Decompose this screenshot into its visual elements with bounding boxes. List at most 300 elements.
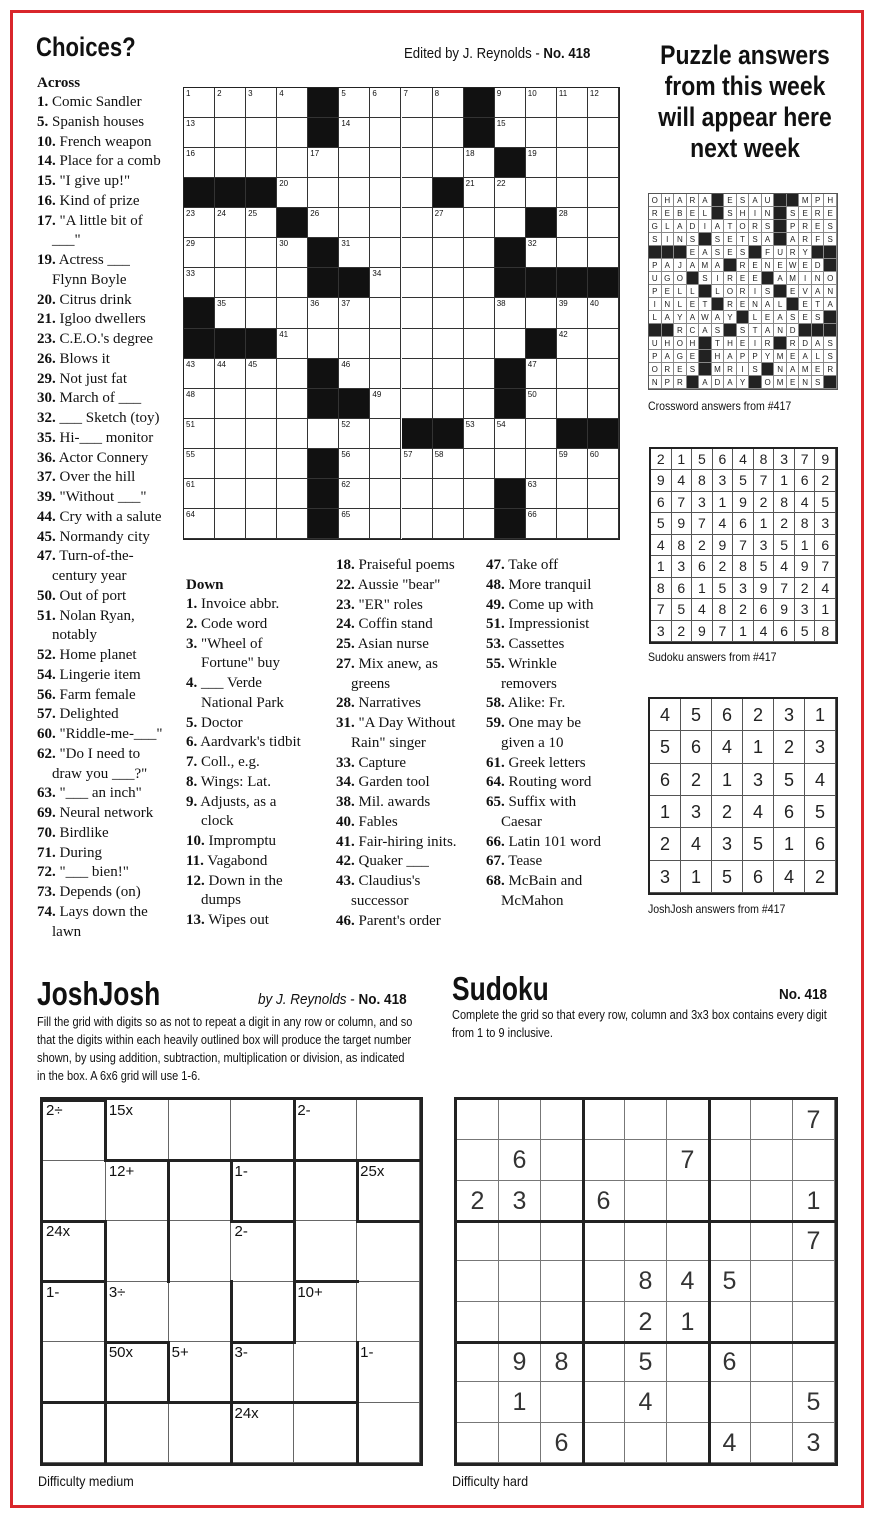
crossword-cell[interactable] [370,479,401,509]
crossword-cell[interactable] [184,118,215,148]
sudoku-empty-cell[interactable] [709,1302,751,1342]
sudoku-empty-cell[interactable] [583,1140,625,1180]
crossword-cell[interactable] [464,268,495,298]
sudoku-empty-cell[interactable] [583,1302,625,1342]
crossword-cell[interactable] [526,509,557,539]
crossword-cell[interactable] [464,329,495,359]
crossword-cell[interactable] [402,208,433,238]
sudoku-grid[interactable] [454,1097,838,1466]
crossword-cell[interactable] [370,178,401,208]
crossword-cell[interactable] [184,359,215,389]
crossword-cell[interactable] [184,238,215,268]
sudoku-empty-cell[interactable] [457,1302,499,1342]
crossword-cell[interactable] [277,359,308,389]
joshjosh-cell[interactable] [169,1342,232,1403]
sudoku-empty-cell[interactable] [583,1100,625,1140]
crossword-cell[interactable] [215,208,246,238]
sudoku-empty-cell[interactable] [457,1221,499,1261]
crossword-cell[interactable] [464,148,495,178]
crossword-cell[interactable] [402,359,433,389]
joshjosh-grid[interactable] [40,1097,423,1466]
joshjosh-cell[interactable] [357,1100,420,1161]
sudoku-empty-cell[interactable] [667,1181,709,1221]
crossword-cell[interactable] [370,449,401,479]
crossword-cell[interactable] [215,148,246,178]
crossword-cell[interactable] [246,208,277,238]
crossword-cell[interactable] [433,148,464,178]
crossword-cell[interactable] [370,359,401,389]
crossword-cell[interactable] [339,509,370,539]
sudoku-empty-cell[interactable] [667,1221,709,1261]
crossword-cell[interactable] [464,238,495,268]
crossword-cell[interactable] [308,178,339,208]
joshjosh-cell[interactable] [232,1403,295,1464]
crossword-cell[interactable] [588,208,619,238]
joshjosh-cell[interactable] [43,1282,106,1343]
crossword-cell[interactable] [588,118,619,148]
clue-number: 23. [37,331,56,347]
clue-item [37,903,148,923]
crossword-cell[interactable] [277,298,308,328]
sudoku-answer-grid [649,447,838,644]
joshjosh-cell[interactable] [43,1342,106,1403]
crossword-cell[interactable] [495,419,526,449]
sudoku-empty-cell[interactable] [625,1423,667,1463]
sudoku-empty-cell[interactable] [751,1221,793,1261]
crossword-cell[interactable] [557,208,588,238]
crossword-cell[interactable] [184,419,215,449]
crossword-cell[interactable] [215,118,246,148]
crossword-cell[interactable] [339,479,370,509]
sudoku-empty-cell[interactable] [709,1100,751,1140]
clue-text: Actor Connery [58,449,149,466]
answer-letter: E [787,376,800,389]
crossword-cell[interactable] [370,88,401,118]
sudoku-empty-cell[interactable] [541,1261,583,1301]
crossword-cell[interactable] [526,238,557,268]
crossword-cell[interactable] [557,479,588,509]
crossword-cell[interactable] [464,178,495,208]
crossword-cell[interactable] [526,359,557,389]
crossword-cell[interactable] [370,148,401,178]
crossword-cell[interactable] [526,88,557,118]
crossword-cell[interactable] [277,268,308,298]
crossword-cell[interactable] [402,148,433,178]
crossword-cell[interactable] [433,118,464,148]
crossword-cell[interactable] [184,509,215,539]
answer-letter: E [737,272,750,285]
crossword-cell[interactable] [370,208,401,238]
joshjosh-cell[interactable] [232,1100,295,1161]
crossword-cell[interactable] [464,509,495,539]
sudoku-empty-cell[interactable] [709,1382,751,1422]
crossword-cell[interactable] [215,268,246,298]
crossword-cell[interactable] [402,238,433,268]
crossword-cell[interactable] [588,178,619,208]
sudoku-empty-cell[interactable] [541,1221,583,1261]
sudoku-empty-cell[interactable] [541,1181,583,1221]
sudoku-empty-cell[interactable] [625,1181,667,1221]
crossword-cell[interactable] [402,479,433,509]
crossword-cell[interactable] [526,449,557,479]
crossword-cell[interactable] [308,329,339,359]
crossword-cell[interactable] [433,509,464,539]
sudoku-empty-cell[interactable] [625,1100,667,1140]
sudoku-empty-cell[interactable] [583,1423,625,1463]
crossword-cell[interactable] [215,419,246,449]
crossword-cell[interactable] [246,298,277,328]
crossword-cell[interactable] [215,238,246,268]
joshjosh-cell[interactable] [43,1221,106,1282]
answer-letter: E [662,207,675,220]
crossword-cell[interactable] [246,419,277,449]
sudoku-empty-cell[interactable] [499,1100,541,1140]
crossword-cell[interactable] [277,419,308,449]
clue-text: "Wheel of [201,635,263,652]
crossword-cell[interactable] [433,449,464,479]
crossword-cell[interactable] [246,359,277,389]
sudoku-empty-cell[interactable] [457,1342,499,1382]
crossword-cell[interactable] [464,359,495,389]
crossword-cell[interactable] [246,479,277,509]
sudoku-empty-cell[interactable] [583,1382,625,1422]
crossword-cell[interactable] [215,359,246,389]
joshjosh-cell[interactable] [106,1161,169,1222]
crossword-cell[interactable] [402,298,433,328]
crossword-cell[interactable] [215,88,246,118]
joshjosh-cell[interactable] [357,1342,420,1403]
crossword-cell[interactable] [495,329,526,359]
clue-number-label: 52 [341,419,351,429]
sudoku-empty-cell[interactable] [625,1221,667,1261]
joshjosh-cell[interactable] [43,1100,106,1161]
crossword-cell[interactable] [184,449,215,479]
crossword-cell[interactable] [588,298,619,328]
sudoku-empty-cell[interactable] [709,1140,751,1180]
sudoku-empty-cell[interactable] [751,1100,793,1140]
crossword-cell[interactable] [495,178,526,208]
crossword-cell[interactable] [464,479,495,509]
crossword-cell[interactable] [215,449,246,479]
crossword-cell[interactable] [370,238,401,268]
crossword-cell[interactable] [557,449,588,479]
crossword-cell[interactable] [339,329,370,359]
sudoku-answer-digit: 6 [795,470,816,491]
crossword-cell[interactable] [370,509,401,539]
joshjosh-cell[interactable] [294,1403,357,1464]
sudoku-empty-cell[interactable] [667,1100,709,1140]
clue-text: Down in the [208,872,283,889]
crossword-cell[interactable] [339,419,370,449]
answer-letter: N [824,285,837,298]
answer-letter: R [799,220,812,233]
crossword-cell[interactable] [184,268,215,298]
crossword-cell[interactable] [277,178,308,208]
crossword-cell[interactable] [526,148,557,178]
crossword-cell[interactable] [246,449,277,479]
crossword-cell[interactable] [339,88,370,118]
crossword-cell[interactable] [402,329,433,359]
sudoku-empty-cell[interactable] [709,1181,751,1221]
clue-item [37,212,143,232]
sudoku-empty-cell[interactable] [583,1261,625,1301]
joshjosh-cell[interactable] [43,1161,106,1222]
crossword-cell[interactable] [433,389,464,419]
crossword-cell[interactable] [588,479,619,509]
crossword-cell[interactable] [526,389,557,419]
crossword-cell[interactable] [215,298,246,328]
sudoku-empty-cell[interactable] [751,1423,793,1463]
crossword-cell[interactable] [557,118,588,148]
crossword-cell[interactable] [433,329,464,359]
clue-text: Coll., e.g. [201,754,260,770]
crossword-cell[interactable] [433,479,464,509]
crossword-cell[interactable] [588,329,619,359]
joshjosh-cell[interactable] [106,1282,169,1343]
crossword-cell[interactable] [588,359,619,389]
sudoku-empty-cell[interactable] [751,1140,793,1180]
crossword-cell[interactable] [184,389,215,419]
sudoku-empty-cell[interactable] [667,1423,709,1463]
crossword-cell[interactable] [433,208,464,238]
crossword-cell[interactable] [370,329,401,359]
sudoku-empty-cell[interactable] [751,1382,793,1422]
joshjosh-cell[interactable] [106,1342,169,1403]
sudoku-empty-cell[interactable] [667,1342,709,1382]
crossword-cell[interactable] [402,449,433,479]
crossword-cell[interactable] [184,479,215,509]
sudoku-empty-cell[interactable] [499,1302,541,1342]
crossword-cell[interactable] [246,148,277,178]
crossword-cell[interactable] [557,238,588,268]
sudoku-empty-cell[interactable] [793,1302,835,1342]
crossword-cell[interactable] [464,208,495,238]
joshjosh-cell[interactable] [43,1403,106,1464]
crossword-cell[interactable] [246,118,277,148]
crossword-cell[interactable] [526,118,557,148]
joshjosh-cell[interactable] [294,1282,357,1343]
clue-item [336,833,457,853]
clue-text: Citrus drink [59,291,132,308]
crossword-cell[interactable] [402,178,433,208]
crossword-cell[interactable] [402,88,433,118]
crossword-cell[interactable] [370,389,401,419]
joshjosh-cell[interactable] [232,1282,295,1343]
joshjosh-cell[interactable] [169,1403,232,1464]
crossword-cell[interactable] [557,389,588,419]
crossword-cell[interactable] [339,148,370,178]
crossword-cell[interactable] [277,238,308,268]
joshjosh-cell[interactable] [106,1403,169,1464]
crossword-cell[interactable] [526,479,557,509]
clue-number-label: 61 [186,479,195,489]
answer-letter: A [712,259,725,272]
crossword-cell[interactable] [370,298,401,328]
crossword-cell[interactable] [526,298,557,328]
crossword-cell[interactable] [495,449,526,479]
sudoku-empty-cell[interactable] [751,1342,793,1382]
clue-item [37,330,153,350]
crossword-cell[interactable] [557,148,588,178]
crossword-cell[interactable] [215,509,246,539]
crossword-cell[interactable] [557,298,588,328]
crossword-cell[interactable] [526,178,557,208]
joshjosh-cell[interactable] [169,1282,232,1343]
crossword-cell[interactable] [495,208,526,238]
joshjosh-cell[interactable] [357,1403,420,1464]
joshjosh-cell[interactable] [169,1100,232,1161]
crossword-cell[interactable] [246,509,277,539]
answer-letter: A [774,311,787,324]
crossword-cell[interactable] [215,479,246,509]
crossword-cell[interactable] [339,178,370,208]
crossword-cell[interactable] [215,389,246,419]
joshjosh-cell[interactable] [294,1161,357,1222]
crossword-cell[interactable] [277,479,308,509]
sudoku-answer-digit: 1 [733,621,754,642]
joshjosh-cell[interactable] [357,1161,420,1222]
crossword-cell[interactable] [464,419,495,449]
crossword-cell[interactable] [308,148,339,178]
crossword-cell[interactable] [433,268,464,298]
sudoku-empty-cell[interactable] [793,1342,835,1382]
crossword-cell[interactable] [402,509,433,539]
crossword-cell[interactable] [277,449,308,479]
answer-letter: O [824,272,837,285]
sudoku-answer-digit: 1 [754,513,775,534]
joshjosh-cell[interactable] [294,1100,357,1161]
crossword-cell[interactable] [246,238,277,268]
sudoku-empty-cell[interactable] [793,1261,835,1301]
crossword-cell[interactable] [557,88,588,118]
crossword-cell[interactable] [495,298,526,328]
crossword-cell[interactable] [246,389,277,419]
crossword-cell[interactable] [495,118,526,148]
crossword-cell[interactable] [277,88,308,118]
crossword-cell[interactable] [277,118,308,148]
sudoku-empty-cell[interactable] [709,1221,751,1261]
crossword-cell[interactable] [339,298,370,328]
crossword-cell[interactable] [277,509,308,539]
crossword-cell[interactable] [464,298,495,328]
sudoku-empty-cell[interactable] [583,1342,625,1382]
crossword-cell[interactable] [557,329,588,359]
sudoku-empty-cell[interactable] [457,1382,499,1422]
sudoku-empty-cell[interactable] [541,1140,583,1180]
sudoku-empty-cell[interactable] [541,1302,583,1342]
joshjosh-cell[interactable] [357,1221,420,1282]
crossword-cell[interactable] [339,208,370,238]
joshjosh-cell[interactable] [169,1221,232,1282]
sudoku-empty-cell[interactable] [499,1221,541,1261]
joshjosh-cell[interactable] [232,1161,295,1222]
sudoku-empty-cell[interactable] [751,1302,793,1342]
crossword-cell[interactable] [464,389,495,419]
sudoku-empty-cell[interactable] [457,1100,499,1140]
sudoku-empty-cell[interactable] [667,1382,709,1422]
answer-letter: M [799,363,812,376]
crossword-cell[interactable] [370,118,401,148]
crossword-grid[interactable] [183,87,620,540]
crossword-cell[interactable] [526,419,557,449]
crossword-cell[interactable] [184,88,215,118]
crossword-cell[interactable] [277,389,308,419]
cage-target: 24x [46,1223,71,1240]
crossword-cell[interactable] [370,268,401,298]
clue-number-label: 4 [279,89,284,98]
crossword-cell[interactable] [433,359,464,389]
sudoku-empty-cell[interactable] [751,1261,793,1301]
sudoku-empty-cell[interactable] [541,1100,583,1140]
crossword-cell[interactable] [308,298,339,328]
crossword-cell[interactable] [588,509,619,539]
crossword-cell[interactable] [184,208,215,238]
answer-letter: A [674,220,687,233]
crossword-cell[interactable] [588,449,619,479]
crossword-cell[interactable] [308,419,339,449]
joshjosh-answer-digit: 5 [681,699,712,731]
crossword-cell[interactable] [308,208,339,238]
sudoku-empty-cell[interactable] [499,1423,541,1463]
joshjosh-cell[interactable] [294,1342,357,1403]
sudoku-empty-cell[interactable] [541,1382,583,1422]
crossword-cell[interactable] [339,118,370,148]
sudoku-empty-cell[interactable] [457,1423,499,1463]
crossword-cell[interactable] [339,238,370,268]
joshjosh-cell[interactable] [106,1100,169,1161]
joshjosh-cell[interactable] [232,1221,295,1282]
crossword-cell[interactable] [184,148,215,178]
crossword-cell[interactable] [433,298,464,328]
crossword-cell[interactable] [557,509,588,539]
joshjosh-cell[interactable] [232,1342,295,1403]
crossword-cell[interactable] [588,389,619,419]
crossword-cell[interactable] [402,389,433,419]
sudoku-empty-cell[interactable] [499,1261,541,1301]
sudoku-empty-cell[interactable] [751,1181,793,1221]
black-square [215,329,246,359]
crossword-cell[interactable] [557,359,588,389]
crossword-cell[interactable] [588,148,619,178]
crossword-cell[interactable] [495,88,526,118]
crossword-cell[interactable] [588,88,619,118]
crossword-cell[interactable] [464,449,495,479]
crossword-cell[interactable] [246,88,277,118]
crossword-cell[interactable] [277,148,308,178]
crossword-cell[interactable] [339,449,370,479]
crossword-cell[interactable] [433,238,464,268]
crossword-cell[interactable] [402,118,433,148]
crossword-cell[interactable] [370,419,401,449]
sudoku-empty-cell[interactable] [457,1140,499,1180]
crossword-cell[interactable] [588,238,619,268]
crossword-cell[interactable] [277,329,308,359]
crossword-cell[interactable] [339,359,370,389]
sudoku-empty-cell[interactable] [625,1140,667,1180]
sudoku-empty-cell[interactable] [583,1221,625,1261]
crossword-cell[interactable] [557,178,588,208]
joshjosh-cell[interactable] [357,1282,420,1343]
joshjosh-cell[interactable] [169,1161,232,1222]
crossword-cell[interactable] [433,88,464,118]
sudoku-empty-cell[interactable] [457,1261,499,1301]
sudoku-empty-cell[interactable] [793,1140,835,1180]
crossword-cell[interactable] [246,268,277,298]
joshjosh-cell[interactable] [294,1221,357,1282]
crossword-cell[interactable] [402,268,433,298]
clue-item [336,635,429,655]
joshjosh-cell[interactable] [106,1221,169,1282]
